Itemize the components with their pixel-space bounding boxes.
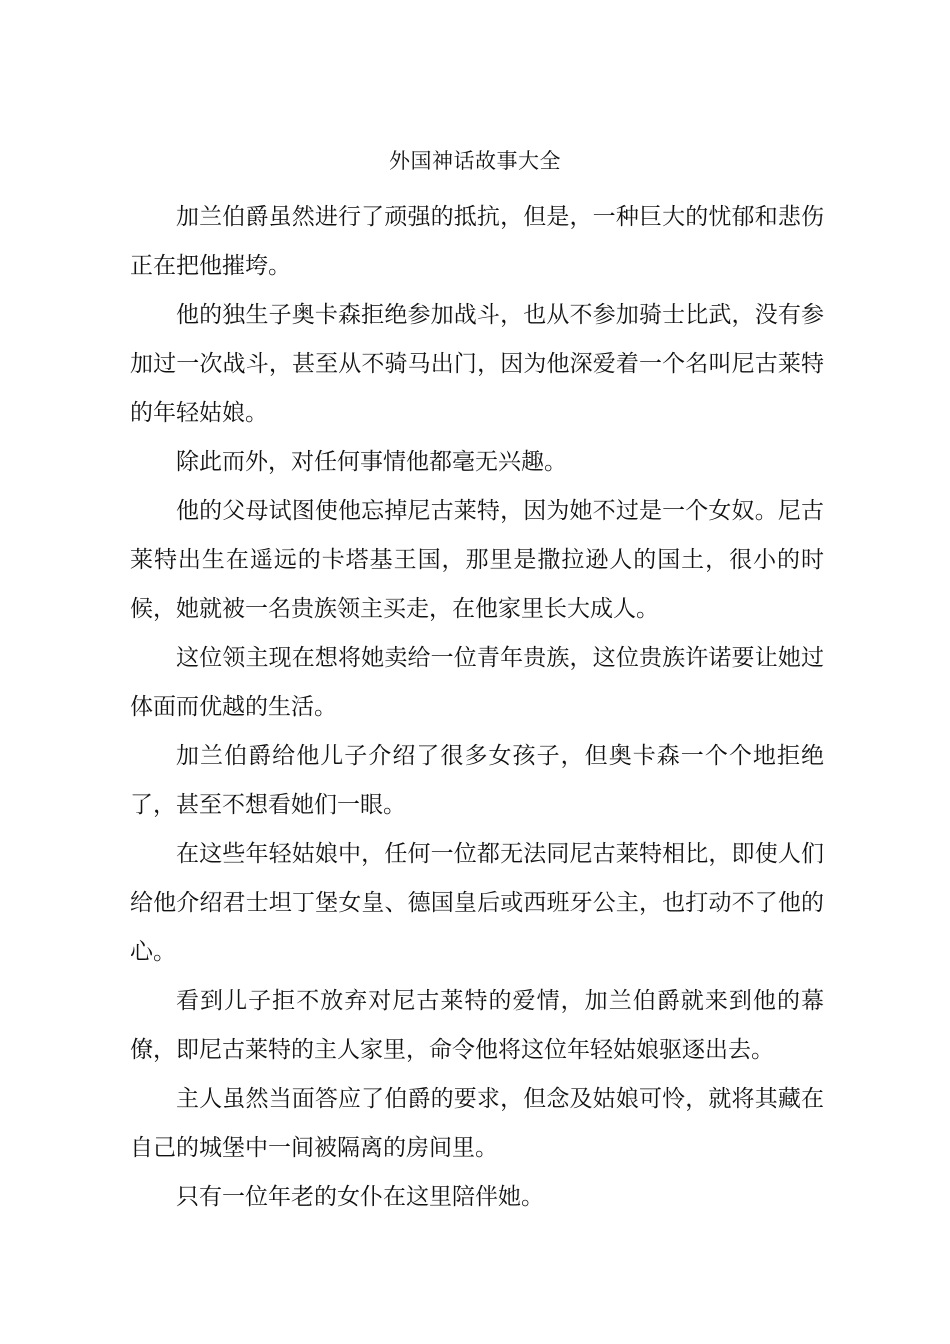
document-body (130, 193, 824, 1222)
paragraph: 除此而外，对任何事情他都毫无兴趣。 (176, 449, 567, 475)
paragraph: 在这些年轻姑娘中，任何一位都无法同尼古莱特相比，即使人们给他介绍君士坦丁堡女皇、德国皇后或西班牙公主，也打动不了他的心。 (130, 841, 824, 965)
paragraph: 加兰伯爵给他儿子介绍了很多女孩子，但奥卡森一个个地拒绝了，甚至不想看她们一眼。 (130, 743, 824, 818)
paragraph: 只有一位年老的女仆在这里陪伴她。 (176, 1184, 544, 1210)
paragraph: 主人虽然当面答应了伯爵的要求，但念及姑娘可怜，就将其藏在自己的城堡中一间被隔离的房间里。 (130, 1086, 824, 1161)
paragraph: 他的独生子奥卡森拒绝参加战斗，也从不参加骑士比武，没有参加过一次战斗，甚至从不骑马出门，因为他深爱着一个名叫尼古莱特的年轻姑娘。 (130, 302, 824, 426)
paragraph: 这位领主现在想将她卖给一位青年贵族，这位贵族许诺要让她过体面而优越的生活。 (130, 645, 824, 720)
paragraph: 他的父母试图使他忘掉尼古莱特，因为她不过是一个女奴。尼古莱特出生在遥远的卡塔基王国，那里是撒拉逊人的国土，很小的时候，她就被一名贵族领主买走，在他家里长大成人。 (130, 498, 824, 622)
paragraph: 看到儿子拒不放弃对尼古莱特的爱情，加兰伯爵就来到他的幕僚，即尼古莱特的主人家里，命令他将这位年轻姑娘驱逐出去。 (130, 988, 824, 1063)
document-title: 外国神话故事大全 (389, 149, 561, 173)
paragraph: 加兰伯爵虽然进行了顽强的抵抗，但是，一种巨大的忧郁和悲伤正在把他摧垮。 (130, 204, 824, 279)
